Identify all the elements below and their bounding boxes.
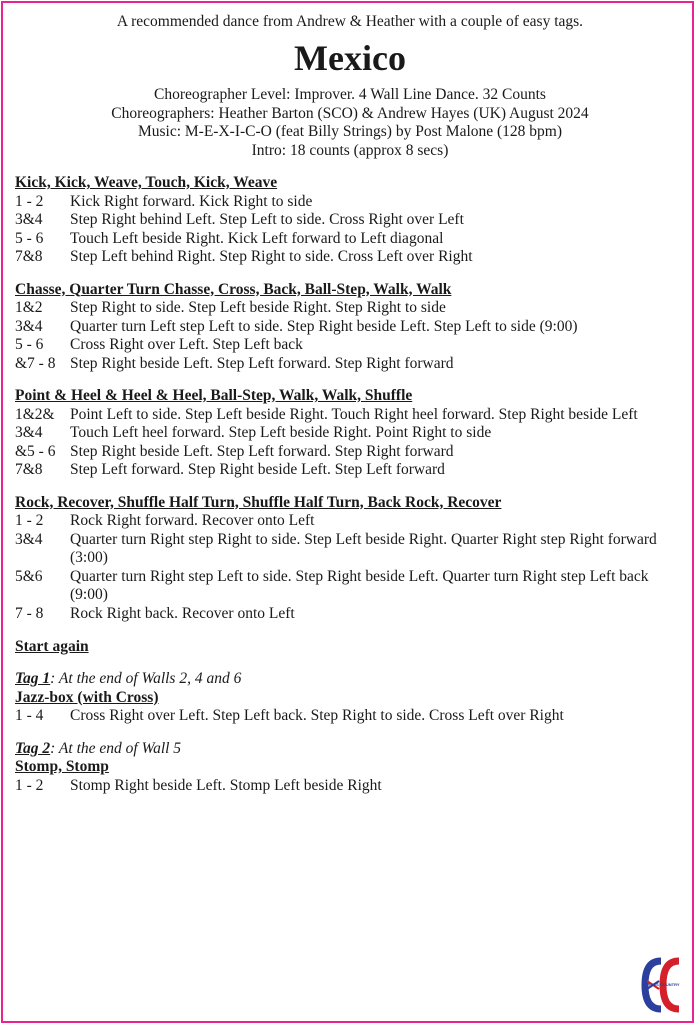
dance-info — [15, 86, 685, 160]
step-row — [15, 193, 685, 212]
step-text: Step Left forward. Step Right beside Left. Step Left forward — [70, 461, 445, 478]
step-text: Rock Right back. Recover onto Left — [70, 604, 295, 622]
section-title: Point & Heel & Heel & Heel, Ball-Step, Walk, Walk, Shuffle — [15, 387, 413, 404]
step-row — [15, 424, 685, 443]
step-row — [15, 248, 685, 267]
step-row — [15, 355, 685, 374]
section-title: Rock, Recover, Shuffle Half Turn, Shuffle Half Turn, Back Rock, Recover — [15, 493, 502, 511]
logo-text: CROSS COUNTRY — [644, 982, 680, 987]
tag-1 — [15, 670, 685, 726]
step-count: 5 - 6 — [15, 336, 44, 353]
info-music: Music: M-E-X-I-C-O (feat Billy Strings) by Post Malone (128 bpm) — [137, 123, 563, 140]
tag-note: : At the end of Walls 2, 4 and 6 — [50, 670, 242, 687]
step-row — [15, 211, 685, 230]
step-row — [15, 531, 685, 568]
step-text: Step Right behind Left. Step Left to side. Cross Right over Left — [70, 211, 464, 228]
logo-icon — [639, 955, 685, 1015]
step-count: 1 - 2 — [15, 512, 44, 529]
step-row — [15, 406, 685, 425]
tag-2 — [15, 740, 685, 796]
step-text: Step Left behind Right. Step Right to side. Cross Left over Right — [70, 248, 473, 265]
info-choreographers: Choreographers: Heather Barton (SCO) & Andrew Hayes (UK) August 2024 — [111, 104, 589, 122]
cross-country-logo — [639, 955, 685, 1015]
step-text: Step Right beside Left. Step Left forward. Step Right forward — [70, 442, 454, 460]
start-again: Start again — [15, 638, 89, 655]
step-count: 1 - 2 — [15, 776, 44, 794]
step-row — [15, 230, 685, 249]
step-row — [15, 443, 685, 462]
step-count: 1 - 4 — [15, 707, 44, 724]
section-1 — [15, 174, 685, 267]
step-text: Quarter turn Right step Left to side. Step Right beside Left. Quarter turn Right step Left back (9:00) — [70, 567, 649, 603]
step-text: Quarter turn Right step Right to side. Step Left beside Right. Quarter Right step Right forward (3:00) — [70, 530, 657, 566]
step-count: 5 - 6 — [15, 229, 44, 247]
step-count: 7&8 — [15, 461, 43, 478]
step-row — [15, 299, 685, 318]
step-text: Kick Right forward. Kick Right to side — [70, 192, 313, 210]
step-row — [15, 461, 685, 480]
step-count: 7 - 8 — [15, 604, 44, 622]
tag-title: Stomp, Stomp — [15, 758, 109, 775]
step-count: 1&2 — [15, 299, 43, 316]
step-count: 3&4 — [15, 317, 43, 335]
step-count: &5 - 6 — [15, 442, 56, 460]
step-row — [15, 512, 685, 531]
step-row — [15, 777, 685, 796]
dance-title: Mexico — [294, 38, 406, 78]
intro-text: A recommended dance from Andrew & Heather with a couple of easy tags. — [116, 13, 584, 30]
step-text: Quarter turn Left step Left to side. Step Right beside Left. Step Left to side (9:00) — [70, 317, 578, 335]
step-text: Stomp Right beside Left. Stomp Left beside Right — [70, 776, 382, 794]
step-text: Cross Right over Left. Step Left back — [70, 336, 303, 353]
info-intro: Intro: 18 counts (approx 8 secs) — [251, 141, 449, 159]
step-count: 1 - 2 — [15, 192, 44, 210]
step-count: 3&4 — [15, 424, 43, 441]
tag-label: Tag 1 — [15, 670, 51, 687]
step-text: Cross Right over Left. Step Left back. Step Right to side. Cross Left over Right — [70, 707, 564, 724]
section-4 — [15, 494, 685, 624]
step-text: Step Right to side. Step Left beside Right. Step Right to side — [70, 299, 446, 316]
step-text: Touch Left heel forward. Step Left beside Right. Point Right to side — [70, 424, 492, 441]
step-count: 3&4 — [15, 211, 43, 228]
step-row — [15, 605, 685, 624]
tag-note: : At the end of Wall 5 — [50, 739, 182, 757]
section-3 — [15, 387, 685, 480]
step-text: Rock Right forward. Recover onto Left — [70, 512, 315, 529]
tag-label: Tag 2 — [15, 739, 51, 757]
step-count: 3&4 — [15, 530, 43, 548]
info-level: Choreographer Level: Improver. 4 Wall Line Dance. 32 Counts — [154, 86, 546, 103]
step-count: 5&6 — [15, 567, 43, 585]
section-2 — [15, 281, 685, 374]
step-row — [15, 336, 685, 355]
step-sheet — [15, 12, 685, 795]
step-text: Touch Left beside Right. Kick Left forward to Left diagonal — [70, 229, 444, 247]
step-row — [15, 707, 685, 726]
tag-title: Jazz-box (with Cross) — [15, 688, 159, 706]
step-row — [15, 568, 685, 605]
step-text: Step Right beside Left. Step Left forward. Step Right forward — [70, 354, 454, 372]
step-row — [15, 318, 685, 337]
step-count: 7&8 — [15, 248, 43, 265]
step-count: &7 - 8 — [15, 354, 56, 372]
step-text: Point Left to side. Step Left beside Right. Touch Right heel forward. Step Right beside Left — [70, 405, 638, 423]
section-title: Chasse, Quarter Turn Chasse, Cross, Back, Ball-Step, Walk, Walk — [15, 280, 452, 298]
section-title: Kick, Kick, Weave, Touch, Kick, Weave — [15, 174, 278, 191]
step-count: 1&2& — [15, 405, 55, 423]
